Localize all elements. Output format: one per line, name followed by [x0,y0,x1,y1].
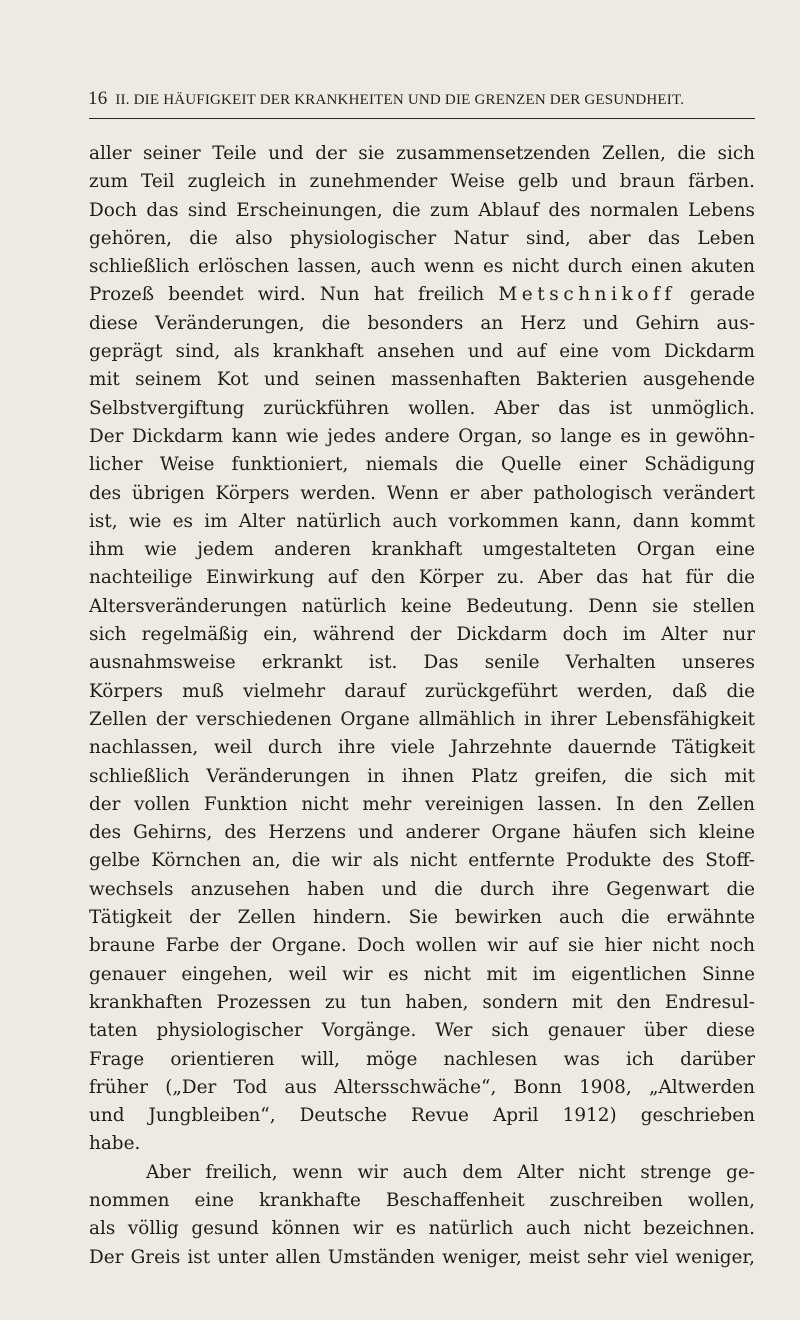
text-line: des Gehirns, des Herzens und anderer Organe häufen sich kleine [89,822,755,844]
text-line-after: gerade [675,284,755,306]
text-line: nachlassen, weil durch ihre viele Jahrzehnte dauernde Tätigkeit [89,737,755,759]
text-line: braune Farbe der Organe. Doch wollen wir auf sie hier nicht noch [89,935,755,957]
text-line: als völlig gesund können wir es natürlich auch nicht bezeichnen. [89,1218,755,1240]
text-line: sich regelmäßig ein, während der Dickdarm doch im Alter nur [89,624,755,646]
text-line: schließlich erlöschen lassen, auch wenn es nicht durch einen akuten [89,256,755,278]
text-line: taten physiologischer Vorgänge. Wer sich genauer über diese [89,1020,755,1042]
chapter-title: II. DIE HÄUFIGKEIT DER KRANKHEITEN UND DIE GRENZEN DER GESUNDHEIT. [115,92,685,108]
text-line: des übrigen Körpers werden. Wenn er aber pathologisch verändert [89,482,755,504]
text-line: schließlich Veränderungen in ihnen Platz greifen, die sich mit [89,765,755,787]
body-text [89,140,755,1272]
text-line: Selbstvergiftung zurückführen wollen. Aber das ist unmöglich. [89,397,755,419]
text-line: mit seinem Kot und seinen massenhaften Bakterien ausgehende [89,369,755,391]
text-line: Zellen der verschiedenen Organe allmählich in ihrer Lebensfähigkeit [89,708,755,730]
text-line-before: Prozeß beendet wird. Nun hat freilich [89,284,499,306]
text-line: zum Teil zugleich in zunehmender Weise gelb und braun färben. [89,171,755,193]
text-line: Der Dickdarm kann wie jedes andere Organ, so lange es in gewöhn- [89,425,755,447]
text-line: gehören, die also physiologischer Natur sind, aber das Leben [89,227,755,249]
text-line: gelbe Körnchen an, die wir als nicht entfernte Produkte des Stoff- [89,850,755,872]
text-line: ihm wie jedem anderen krankhaft umgestalteten Organ eine [89,539,755,561]
text-line: Der Greis ist unter allen Umständen weniger, meist sehr viel weniger, [89,1246,755,1268]
text-line: nommen eine krankhafte Beschaffenheit zuschreiben wollen, [89,1189,755,1211]
text-line: Altersveränderungen natürlich keine Bedeutung. Denn sie stellen [89,595,755,617]
text-line: der vollen Funktion nicht mehr vereinigen lassen. In den Zellen [89,793,755,815]
text-line: wechsels anzusehen haben und die durch ihre Gegenwart die [89,878,755,900]
text-line [89,281,755,309]
text-line: und Jungbleiben“, Deutsche Revue April 1912) geschrieben [89,1105,755,1127]
text-line: ausnahmsweise erkrankt ist. Das senile Verhalten unseres [89,652,755,674]
text-line: krankhaften Prozessen zu tun haben, sondern mit den Endresul- [89,991,755,1013]
running-head [88,88,756,112]
header-rule [89,118,755,119]
text-line: nachteilige Einwirkung auf den Körper zu. Aber das hat für die [89,567,755,589]
page-number: 16 [88,88,108,109]
text-line: Doch das sind Erscheinungen, die zum Ablauf des normalen Lebens [89,199,755,221]
paragraph-first-line: Aber freilich, wenn wir auch dem Alter nicht strenge ge- [146,1161,755,1183]
text-line: Körpers muß vielmehr darauf zurückgeführt werden, daß die [89,680,755,702]
text-line: Tätigkeit der Zellen hindern. Sie bewirken auch die erwähnte [89,907,755,929]
text-line: aller seiner Teile und der sie zusammensetzenden Zellen, die sich [89,143,755,164]
text-line: ist, wie es im Alter natürlich auch vorkommen kann, dann kommt [89,510,755,532]
text-line: Frage orientieren will, möge nachlesen was ich darüber [89,1048,755,1070]
text-line: licher Weise funktioniert, niemals die Quelle einer Schädigung [89,454,755,476]
spaced-name-metschnikoff: Metschnikoff [498,284,676,306]
paragraph-end-line: habe. [89,1133,141,1155]
text-line: früher („Der Tod aus Altersschwäche“, Bonn 1908, „Altwerden [89,1076,755,1098]
text-line: diese Veränderungen, die besonders an Herz und Gehirn aus- [89,312,755,334]
text-line: genauer eingehen, weil wir es nicht mit im eigentlichen Sinne [89,963,755,985]
text-line: geprägt sind, als krankhaft ansehen und auf eine vom Dickdarm [89,341,755,363]
